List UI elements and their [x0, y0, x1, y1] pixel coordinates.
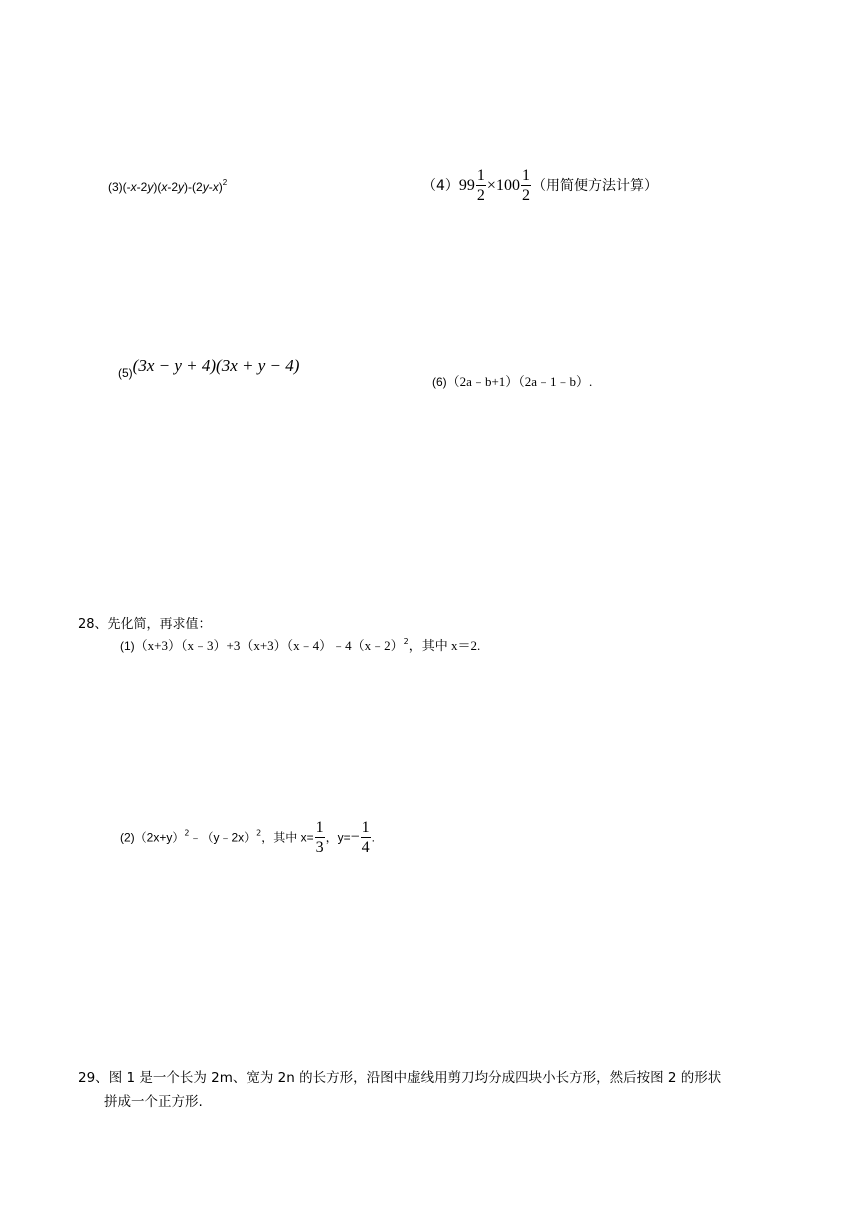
problem-4-label: （4） — [422, 178, 459, 194]
problem-4: （4）99 $\frac{1}{2}$ ×100 $\frac{1}{2}$ （用简便方法计算） — [422, 167, 658, 204]
question-29 — [78, 1066, 721, 1114]
problem-3: $(3)(-x-2y)(x-2y)-(2y-x)^2$ — [108, 178, 228, 194]
question-28-part-1: (1)（x+3）（x﹣3）+3（x+3）（x﹣4）﹣4（x﹣2）$^2$，其中 x＝2. — [120, 637, 481, 653]
fraction-one-half: $\frac{1}{2}$ — [476, 167, 485, 204]
problem-3-label: (3) — [108, 180, 123, 194]
fraction-one-quarter: $\frac{1}{4}$ — [361, 819, 370, 856]
fraction-one-third: $\frac{1}{3}$ — [315, 819, 324, 856]
problem-3-exponent: 2 — [222, 178, 228, 187]
question-29-line-1: 29、图 1 是一个长为 2m、宽为 2n 的长方形，沿图中虚线用剪刀均分成四块小长方形，然后按图 2 的形状 — [78, 1070, 722, 1086]
problem-5 — [118, 356, 300, 382]
fraction-one-half: $\frac{1}{2}$ — [521, 167, 530, 204]
problem-6-label: (6) — [432, 375, 447, 389]
question-28-part-2: $(2)(2x+y)^2﹣(y﹣2x)^2$，其中 x= $\frac{1}{3}$ ，y=− $\frac{1}{4}$ . — [120, 819, 375, 856]
question-number: 29、 — [78, 1070, 109, 1086]
problem-5-label: (5) — [118, 366, 133, 380]
problem-5-expression: (3x − y + 4)(3x + y − 4) — [132, 356, 300, 375]
question-28-heading — [78, 613, 212, 632]
problem-4-note: （用简便方法计算） — [531, 178, 658, 194]
problem-6 — [432, 371, 592, 390]
problem-6-expression: （2a﹣b+1）（2a﹣1﹣b）. — [446, 374, 593, 389]
question-title: 先化简，再求值： — [107, 617, 212, 632]
question-number: 28、 — [78, 617, 108, 632]
question-29-line-2: 拼成一个正方形. — [104, 1094, 203, 1110]
